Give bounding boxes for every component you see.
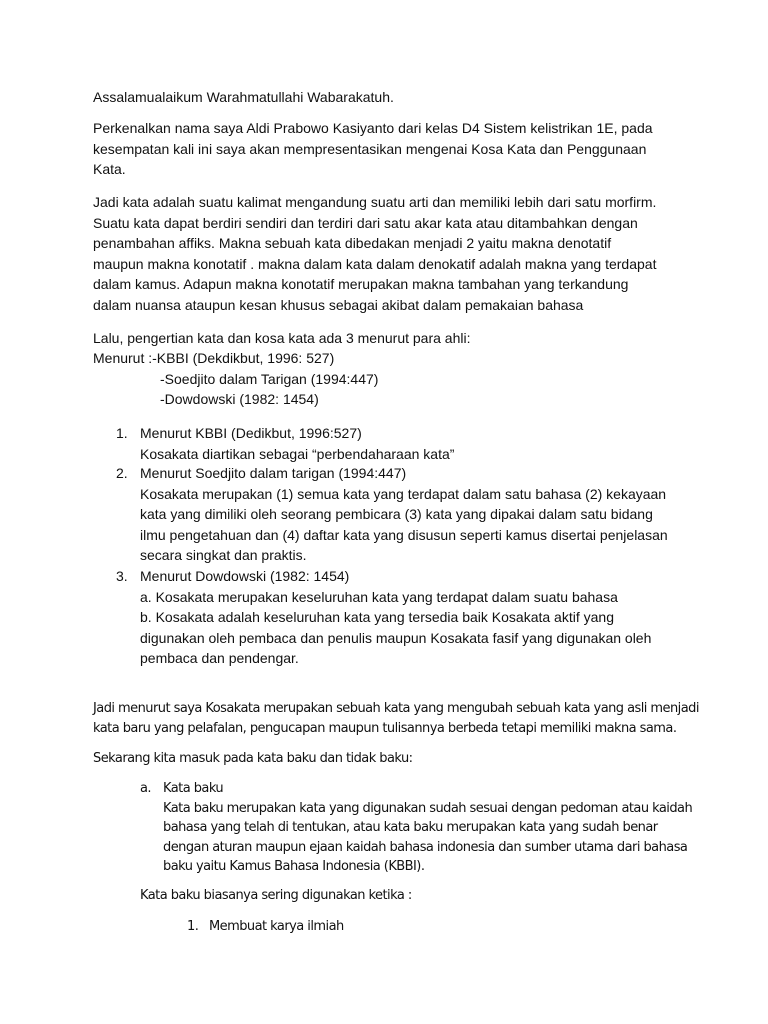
text-line: Kosakata merupakan (1) semua kata yang terdapat dalam satu bahasa (2) kekayaan xyxy=(140,485,667,502)
list-number: 1. xyxy=(116,425,128,441)
text-line: pembaca dan pendengar. xyxy=(140,650,299,666)
text-line: Menurut KBBI (Dedikbut, 1996:527) xyxy=(140,425,362,441)
text-line: Menurut Soedjito dalam tarigan (1994:447) xyxy=(140,465,407,481)
intro-paragraph xyxy=(93,118,683,180)
text-line: Perkenalkan nama saya Aldi Prabowo Kasiyanto dari kelas D4 Sistem kelistrikan 1E, pada xyxy=(93,120,653,136)
text-line: kata yang dimiliki oleh seorang pembicara (3) kata yang dipakai dalam satu bidang xyxy=(140,506,653,522)
list-number: 3. xyxy=(116,568,128,584)
experts-intro-line: -Soedjito dalam Tarigan (1994:447) xyxy=(160,371,379,387)
text-line: dalam nuansa ataupun kesan khusus sebagai akibat dalam pemakaian bahasa xyxy=(93,296,584,313)
text-line: penambahan affiks. Makna sebuah kata dibedakan menjadi 2 yaitu makna denotatif xyxy=(93,235,612,251)
list-item xyxy=(140,463,668,566)
list-item xyxy=(140,423,454,464)
text-line: Kosakata diartikan sebagai “perbendaharaan kata” xyxy=(140,445,455,462)
text-line: kesempatan kali ini saya akan mempresentasikan mengenai Kosa Kata dan Penggunaan xyxy=(93,140,647,157)
list-item: Membuat karya ilmiah xyxy=(209,919,344,934)
baku-intro: Sekarang kita masuk pada kata baku dan tidak baku: xyxy=(93,751,413,766)
text-line: secara singkat dan praktis. xyxy=(140,547,307,563)
greeting: Assalamualaikum Warahmatullahi Wabarakatuh. xyxy=(93,89,394,105)
text-line: Suatu kata dapat berdiri sendiri dan terdiri dari satu akar kata atau ditambahkan dengan xyxy=(93,214,638,231)
conclusion-paragraph xyxy=(93,699,699,738)
text-line: Menurut Dowdowski (1982: 1454) xyxy=(140,568,350,584)
list-marker: a. xyxy=(140,781,151,796)
experts-intro-line: Menurut :-KBBI (Dekdikbut, 1996: 527) xyxy=(93,350,335,366)
experts-intro-line: -Dowdowski (1982: 1454) xyxy=(160,391,319,407)
list-number: 2. xyxy=(116,465,128,481)
list-item xyxy=(140,566,651,669)
text-line: kata baru yang pelafalan, pengucapan maupun tulisannya berbeda tetapi memiliki makna sama. xyxy=(93,720,677,736)
text-line: Kata. xyxy=(93,161,126,177)
definition-paragraph xyxy=(93,192,683,315)
text-line: a. Kosakata merupakan keseluruhan kata yang terdapat dalam suatu bahasa xyxy=(140,588,618,605)
text-line: dalam kamus. Adapun makna konotatif merupakan makna tambahan yang terkandung xyxy=(93,276,629,292)
text-line: ilmu pengetahuan dan (4) daftar kata yang disusun seperti kamus disertai penjelasan xyxy=(140,526,668,543)
experts-intro-line: Lalu, pengertian kata dan kosa kata ada 3 menurut para ahli: xyxy=(93,330,471,346)
baku-item xyxy=(163,779,692,877)
text-line: Jadi menurut saya Kosakata merupakan sebuah kata yang mengubah sebuah kata yang asli menjadi xyxy=(93,701,699,716)
text-line: dengan aturan maupun ejaan kaidah bahasa indonesia dan sumber utama dari bahasa xyxy=(163,839,688,855)
text-line: Jadi kata adalah suatu kalimat mengandung suatu arti dan memiliki lebih dari satu morfirm. xyxy=(93,194,657,210)
text-line: b. Kosakata adalah keseluruhan kata yang tersedia baik Kosakata aktif yang xyxy=(140,609,614,625)
usage-intro: Kata baku biasanya sering digunakan ketika : xyxy=(140,888,412,903)
text-line: maupun makna konotatif . makna dalam kata dalam denokatif adalah makna yang terdapat xyxy=(93,255,657,272)
baku-title: Kata baku xyxy=(163,781,224,796)
text-line: bahasa yang telah di tentukan, atau kata baku merupakan kata yang sudah benar xyxy=(163,820,658,835)
list-number: 1. xyxy=(187,919,199,934)
text-line: Kata baku merupakan kata yang digunakan sudah sesuai dengan pedoman atau kaidah xyxy=(163,800,693,816)
text-line: baku yaitu Kamus Bahasa Indonesia (KBBI). xyxy=(163,859,425,874)
text-line: digunakan oleh pembaca dan penulis maupun Kosakata fasif yang digunakan oleh xyxy=(140,629,652,646)
